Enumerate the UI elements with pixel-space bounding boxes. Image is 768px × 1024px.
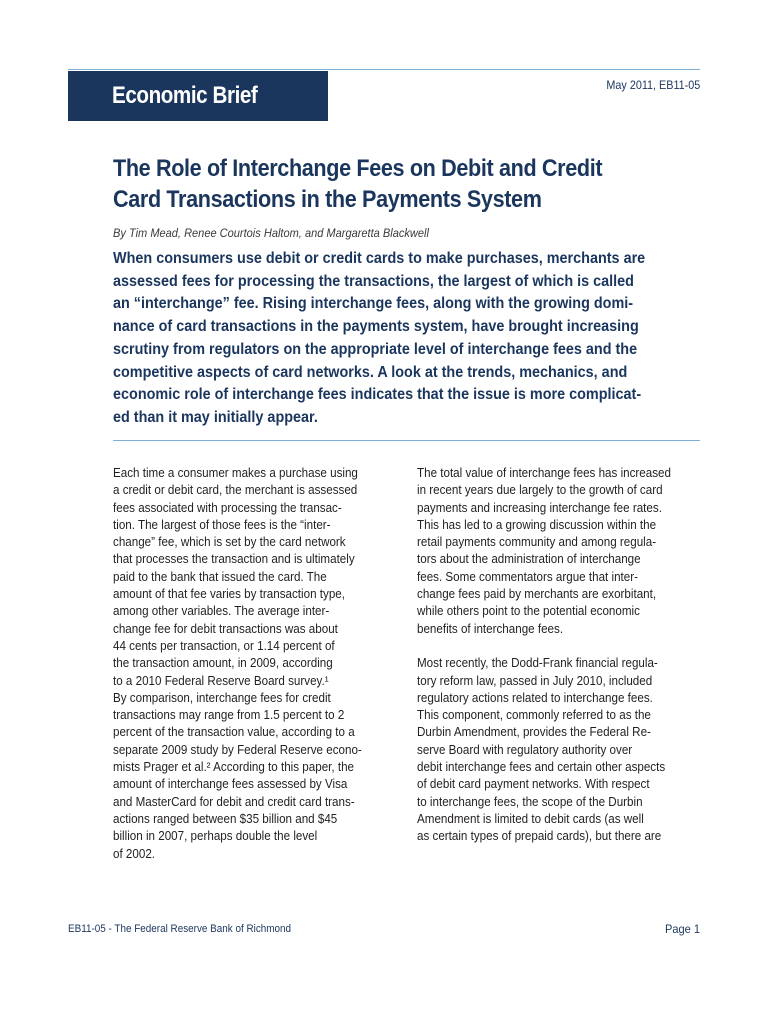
abstract-line: an “interchange” fee. Rising interchange fees, along with the growing domi- (113, 295, 634, 313)
body-line: This component, commonly referred to as the (417, 708, 651, 723)
body-line: change fee for debit transactions was about (113, 621, 338, 636)
issue-date: May 2011, EB11-05 (606, 78, 700, 92)
section-divider (113, 440, 700, 441)
body-line: 44 cents per transaction, or 1.14 percent of (113, 638, 335, 653)
body-line: of debit card payment networks. With respect (417, 777, 650, 792)
body-line: a credit or debit card, the merchant is assessed (113, 483, 358, 498)
body-line: serve Board with regulatory authority over (417, 742, 633, 757)
body-line: as certain types of prepaid cards), but there are (417, 829, 662, 844)
body-line: amount of interchange fees assessed by Visa (113, 777, 348, 792)
article-title-line: The Role of Interchange Fees on Debit and Credit (113, 155, 603, 182)
body-line: while others point to the potential economic (417, 604, 640, 619)
page-number: Page 1 (664, 922, 700, 936)
footer-publisher: EB11-05 - The Federal Reserve Bank of Richmond (68, 923, 292, 935)
body-line: to a 2010 Federal Reserve Board survey.¹ (113, 673, 329, 688)
body-line: Each time a consumer makes a purchase using (113, 466, 358, 480)
body-line: billion in 2007, perhaps double the level (113, 829, 318, 844)
body-line: actions ranged between $35 billion and $45 (113, 811, 338, 826)
article-title-line: Card Transactions in the Payments System (113, 186, 542, 213)
body-line: among other variables. The average inter- (113, 604, 330, 619)
masthead-banner (68, 71, 328, 121)
body-line: the transaction amount, in 2009, according (113, 656, 333, 671)
body-line: Durbin Amendment, provides the Federal Re- (417, 725, 651, 740)
abstract-line: nance of card transactions in the payments system, have brought increasing (113, 318, 639, 336)
body-line: separate 2009 study by Federal Reserve econo- (113, 742, 362, 757)
body-line: This has led to a growing discussion within the (417, 517, 657, 532)
body-line: debit interchange fees and certain other aspects (417, 760, 666, 775)
byline: By Tim Mead, Renee Courtois Haltom, and Margaretta Blackwell (113, 226, 429, 240)
abstract-line: assessed fees for processing the transactions, the largest of which is called (113, 272, 634, 290)
body-line: tors about the administration of interchange (417, 552, 641, 567)
body-line: tion. The largest of those fees is the “inter- (113, 517, 331, 532)
body-line: tory reform law, passed in July 2010, included (417, 673, 653, 688)
body-line: of 2002. (113, 846, 156, 861)
top-rule (68, 69, 700, 70)
body-line: change” fee, which is set by the card network (113, 535, 346, 550)
body-line: to interchange fees, the scope of the Durbin (417, 794, 643, 809)
body-line: fees. Some commentators argue that inter- (417, 569, 638, 584)
right-column (417, 465, 737, 846)
body-line: percent of the transaction value, according to a (113, 725, 355, 740)
body-line: Most recently, the Dodd-Frank financial regula- (417, 656, 658, 671)
body-line: mists Prager et al.² According to this paper, the (113, 760, 355, 775)
body-line: retail payments community and among regula- (417, 535, 657, 550)
abstract-line: ed than it may initially appear. (113, 408, 318, 426)
body-line: By comparison, interchange fees for credit (113, 690, 331, 705)
body-line: that processes the transaction and is ultimately (113, 552, 355, 567)
body-line: fees associated with processing the transac- (113, 500, 342, 515)
body-line: change fees paid by merchants are exorbitant, (417, 587, 657, 602)
abstract (113, 248, 733, 430)
body-line: in recent years due largely to the growth of card (417, 483, 663, 498)
body-line: regulatory actions related to interchange fees. (417, 690, 653, 705)
body-line: transactions may range from 1.5 percent to 2 (113, 708, 345, 723)
abstract-line: When consumers use debit or credit cards to make purchases, merchants are (113, 250, 646, 267)
article-title (113, 153, 713, 215)
abstract-line: economic role of interchange fees indicates that the issue is more complicat- (113, 386, 642, 404)
paragraph-gap (417, 638, 737, 655)
body-line: amount of that fee varies by transaction type, (113, 587, 345, 602)
left-column (113, 465, 433, 863)
masthead-title: Economic Brief (112, 82, 258, 109)
body-line: and MasterCard for debit and credit card trans- (113, 794, 355, 809)
body-line: benefits of interchange fees. (417, 621, 564, 636)
body-line: payments and increasing interchange fee rates. (417, 500, 662, 515)
abstract-line: competitive aspects of card networks. A look at the trends, mechanics, and (113, 363, 628, 381)
abstract-line: scrutiny from regulators on the appropriate level of interchange fees and the (113, 340, 638, 358)
body-line: Amendment is limited to debit cards (as well (417, 811, 644, 826)
body-line: The total value of interchange fees has increased (417, 466, 671, 480)
body-line: paid to the bank that issued the card. The (113, 569, 327, 584)
